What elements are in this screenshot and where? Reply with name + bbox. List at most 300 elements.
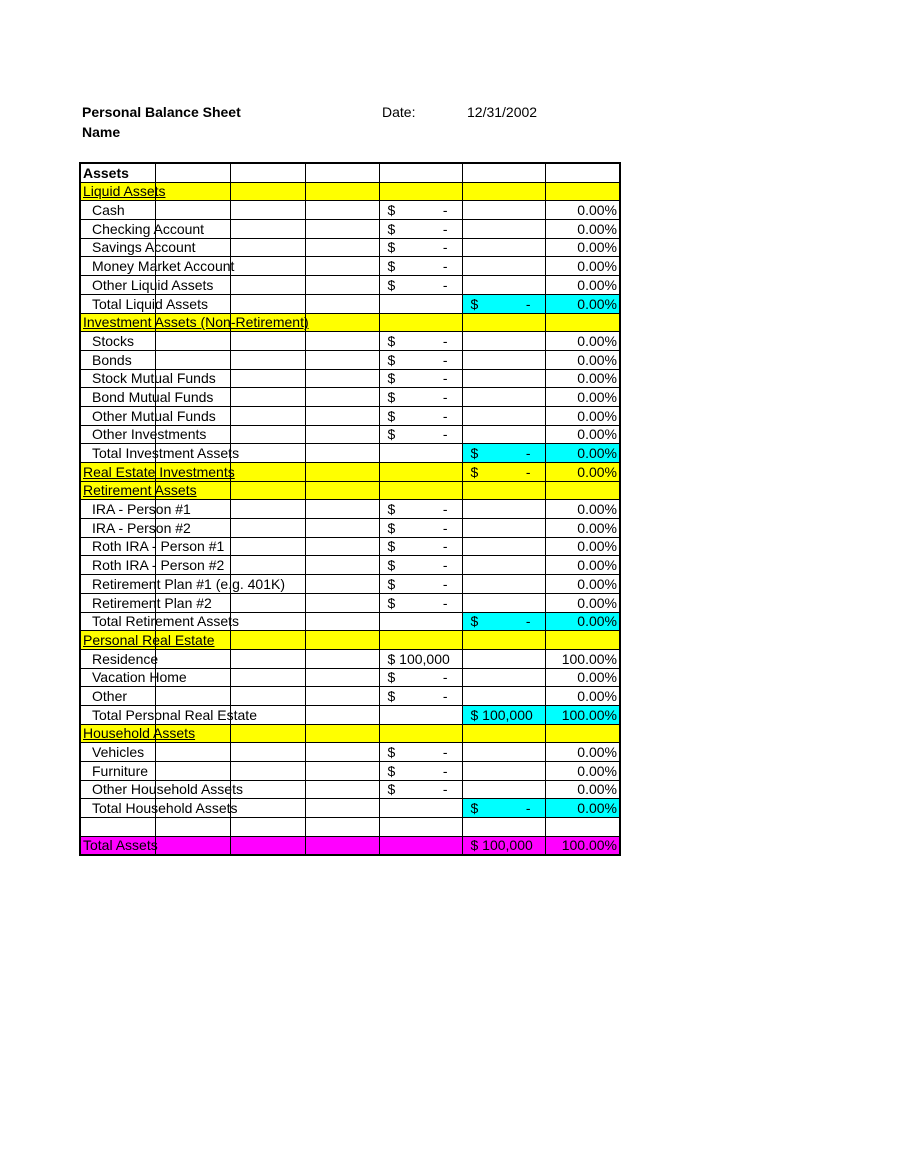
amount-value: - [525,463,531,480]
percent-cell[interactable] [545,276,620,295]
percent-cell[interactable] [545,556,620,575]
row-label: Retirement Plan #2 [92,594,212,611]
percent-value: 0.00% [577,239,617,256]
empty-cell[interactable] [379,836,462,855]
amount-cell[interactable] [379,593,462,612]
empty-cell[interactable] [462,182,545,201]
empty-cell[interactable] [230,519,305,538]
row-label-cell[interactable] [80,238,196,257]
percent-cell[interactable] [545,369,620,388]
empty-cell[interactable] [462,762,545,781]
empty-cell[interactable] [545,818,620,837]
empty-cell[interactable] [230,332,305,351]
amount-value: - [442,669,448,686]
empty-cell[interactable] [305,724,379,743]
empty-cell[interactable] [462,163,545,182]
empty-cell[interactable] [305,836,379,855]
row-label-cell[interactable] [80,519,191,538]
empty-cell[interactable] [305,649,379,668]
row-label-cell[interactable] [80,556,225,575]
empty-cell[interactable] [462,500,545,519]
empty-cell[interactable] [305,220,379,239]
balance-sheet-table [79,162,621,856]
empty-cell[interactable] [462,743,545,762]
empty-cell[interactable] [230,668,305,687]
row-label: Furniture [92,762,149,779]
empty-cell[interactable] [462,369,545,388]
percent-cell[interactable] [545,201,620,220]
percent-cell[interactable] [545,388,620,407]
table-row [80,201,620,220]
percent-cell[interactable] [545,350,620,369]
empty-cell[interactable] [230,593,305,612]
empty-cell[interactable] [462,724,545,743]
empty-cell[interactable] [379,724,462,743]
empty-cell[interactable] [155,649,230,668]
empty-cell[interactable] [230,369,305,388]
amount-cell[interactable] [379,425,462,444]
amount-cell[interactable] [379,388,462,407]
percent-cell[interactable] [545,406,620,425]
empty-cell[interactable] [155,163,230,182]
amount-cell[interactable] [379,780,462,799]
empty-cell[interactable] [462,631,545,650]
empty-cell[interactable] [379,705,462,724]
empty-cell[interactable] [305,257,379,276]
row-label-cell[interactable] [80,687,155,706]
empty-cell[interactable] [230,350,305,369]
amount-cell[interactable] [379,406,462,425]
row-label-cell[interactable] [80,182,166,201]
empty-cell[interactable] [462,687,545,706]
empty-cell[interactable] [305,481,379,500]
percent-cell[interactable] [545,463,620,482]
row-label-cell[interactable] [80,257,235,276]
empty-cell[interactable] [230,201,305,220]
amount-cell[interactable] [462,612,545,631]
empty-cell[interactable] [230,556,305,575]
empty-cell[interactable] [305,425,379,444]
empty-cell[interactable] [379,463,462,482]
empty-cell[interactable] [230,481,305,500]
percent-cell[interactable] [545,444,620,463]
blank-row [80,818,620,837]
empty-cell[interactable] [545,631,620,650]
amount-cell[interactable] [379,762,462,781]
subtotal-row [80,705,620,724]
table-row [80,556,620,575]
section-heading-row [80,724,620,743]
percent-cell[interactable] [545,705,620,724]
amount-cell[interactable] [379,519,462,538]
row-label-cell[interactable] [80,705,257,724]
amount-cell[interactable] [379,649,462,668]
row-label-cell[interactable] [80,350,155,369]
empty-cell[interactable] [305,762,379,781]
empty-cell[interactable] [462,575,545,594]
row-label-cell[interactable] [80,668,187,687]
currency-symbol: $ [387,687,396,704]
row-label-cell[interactable] [80,201,155,220]
empty-cell[interactable] [462,780,545,799]
percent-value: 0.00% [577,781,617,798]
empty-cell[interactable] [230,836,305,855]
empty-cell[interactable] [462,668,545,687]
empty-cell[interactable] [305,818,379,837]
empty-cell[interactable] [305,743,379,762]
row-label-cell[interactable] [80,724,196,743]
row-label-cell[interactable] [80,313,309,332]
date-value[interactable]: 12/31/2002 [467,104,538,120]
empty-cell[interactable] [379,444,462,463]
row-label-cell[interactable] [80,388,214,407]
empty-cell[interactable] [230,294,305,313]
date-label: Date: [382,104,416,120]
empty-cell[interactable] [462,649,545,668]
row-label: Other Household Assets [92,781,243,798]
percent-cell[interactable] [545,799,620,818]
row-label-cell[interactable] [80,799,238,818]
real-estate-investments-row [80,463,620,482]
amount-value: - [442,501,448,518]
percent-cell[interactable] [545,762,620,781]
amount-cell[interactable] [462,836,545,855]
empty-cell[interactable] [230,238,305,257]
empty-cell[interactable] [462,350,545,369]
amount-cell[interactable] [379,238,462,257]
empty-cell[interactable] [230,163,305,182]
amount-cell[interactable] [462,463,545,482]
empty-cell[interactable] [305,163,379,182]
empty-cell[interactable] [155,762,230,781]
empty-cell[interactable] [305,519,379,538]
empty-cell[interactable] [230,276,305,295]
empty-cell[interactable] [305,593,379,612]
empty-cell[interactable] [462,276,545,295]
empty-cell[interactable] [379,612,462,631]
row-label: Vacation Home [92,669,187,686]
empty-cell[interactable] [462,425,545,444]
row-label: Other Investments [92,426,207,443]
empty-cell[interactable] [230,724,305,743]
amount-value: - [442,762,448,779]
empty-cell[interactable] [379,313,462,332]
percent-cell[interactable] [545,294,620,313]
row-label-cell[interactable] [80,836,158,855]
empty-cell[interactable] [230,444,305,463]
row-label: Cash [92,202,125,219]
empty-cell[interactable] [305,294,379,313]
amount-value: - [525,295,531,312]
row-label-cell[interactable] [80,163,155,182]
percent-value: 0.00% [577,575,617,592]
empty-cell[interactable] [305,668,379,687]
row-label: Checking Account [92,220,205,237]
empty-cell[interactable] [155,687,230,706]
empty-cell[interactable] [462,238,545,257]
amount-cell[interactable] [379,350,462,369]
percent-cell[interactable] [545,687,620,706]
empty-cell[interactable] [305,276,379,295]
empty-cell[interactable] [462,388,545,407]
row-label-cell[interactable] [80,463,235,482]
row-label-cell[interactable] [80,631,215,650]
currency-symbol: $ [387,669,396,686]
percent-value: 0.00% [577,463,617,480]
table-row [80,332,620,351]
amount-cell[interactable] [379,556,462,575]
percent-cell[interactable] [545,332,620,351]
empty-cell[interactable] [305,687,379,706]
row-label-cell[interactable] [80,220,205,239]
row-label-cell[interactable] [80,537,225,556]
currency-symbol: $ [387,426,396,443]
row-label-cell[interactable] [80,575,285,594]
amount-cell[interactable] [379,500,462,519]
currency-symbol: $ [387,370,396,387]
row-label-cell[interactable] [80,425,207,444]
percent-cell[interactable] [545,500,620,519]
empty-cell[interactable] [379,163,462,182]
empty-cell[interactable] [462,593,545,612]
empty-cell[interactable] [305,537,379,556]
amount-cell[interactable] [379,201,462,220]
empty-cell[interactable] [379,799,462,818]
empty-cell[interactable] [305,799,379,818]
empty-cell[interactable] [305,182,379,201]
amount-value: - [442,258,448,275]
amount-cell[interactable] [379,220,462,239]
empty-cell[interactable] [462,537,545,556]
empty-cell[interactable] [155,743,230,762]
empty-cell[interactable] [305,444,379,463]
amount-cell[interactable] [379,257,462,276]
table-row [80,575,620,594]
row-label: Roth IRA - Person #1 [92,538,225,555]
amount-cell[interactable] [379,369,462,388]
row-label-cell[interactable] [80,294,208,313]
percent-cell[interactable] [545,649,620,668]
row-label-cell[interactable] [80,332,155,351]
empty-cell[interactable] [230,687,305,706]
empty-cell[interactable] [379,294,462,313]
empty-cell[interactable] [305,556,379,575]
empty-cell[interactable] [305,388,379,407]
section-heading-row [80,481,620,500]
amount-value: - [442,388,448,405]
empty-cell[interactable] [462,332,545,351]
empty-cell[interactable] [462,519,545,538]
row-label: Total Assets [83,837,158,854]
empty-cell[interactable] [305,500,379,519]
empty-cell[interactable] [305,406,379,425]
currency-symbol: $ [387,351,396,368]
amount-cell[interactable] [379,687,462,706]
empty-cell[interactable] [379,182,462,201]
row-label-cell[interactable] [80,762,155,781]
percent-cell[interactable] [545,519,620,538]
row-label: Bonds [92,351,132,368]
row-label-cell[interactable] [80,780,243,799]
empty-cell[interactable] [230,537,305,556]
table-row [80,406,620,425]
amount-value: $ 100,000 [470,706,533,723]
percent-cell[interactable] [545,780,620,799]
percent-value: 100.00% [561,837,617,854]
empty-cell[interactable] [379,818,462,837]
amount-value: - [442,744,448,760]
row-label: Other Liquid Assets [92,276,214,293]
row-label-cell[interactable] [80,406,216,425]
empty-cell[interactable] [155,818,230,837]
row-label-cell[interactable] [80,276,214,295]
percent-cell[interactable] [545,593,620,612]
currency-symbol: $ [470,295,479,312]
table-row [80,649,620,668]
row-label-cell[interactable] [80,369,216,388]
row-label-cell[interactable] [80,500,191,519]
amount-cell[interactable] [379,668,462,687]
amount-cell[interactable] [462,444,545,463]
empty-cell[interactable] [230,182,305,201]
row-label-cell[interactable] [80,593,212,612]
percent-value: 0.00% [577,258,617,275]
table-row [80,743,620,762]
empty-cell[interactable] [230,406,305,425]
subtotal-row [80,444,620,463]
empty-cell[interactable] [545,724,620,743]
currency-symbol: $ [387,519,396,536]
empty-cell[interactable] [379,631,462,650]
empty-cell[interactable] [305,332,379,351]
empty-cell[interactable] [230,500,305,519]
empty-cell[interactable] [462,556,545,575]
empty-cell[interactable] [305,201,379,220]
empty-cell[interactable] [230,257,305,276]
empty-cell[interactable] [155,332,230,351]
empty-cell[interactable] [155,182,230,201]
empty-cell[interactable] [462,818,545,837]
row-label: Total Household Assets [92,800,238,817]
percent-cell[interactable] [545,612,620,631]
currency-symbol: $ [387,575,396,592]
empty-cell[interactable] [305,631,379,650]
amount-value: - [525,800,531,817]
percent-cell[interactable] [545,220,620,239]
percent-cell[interactable] [545,238,620,257]
percent-value: 0.00% [577,762,617,779]
row-label-cell[interactable] [80,649,159,668]
empty-cell[interactable] [230,631,305,650]
empty-cell[interactable] [305,463,379,482]
empty-cell[interactable] [305,238,379,257]
percent-value: 0.00% [577,220,617,237]
empty-cell[interactable] [305,575,379,594]
empty-cell[interactable] [230,388,305,407]
empty-cell[interactable] [462,481,545,500]
row-label-cell[interactable] [80,612,240,631]
row-label-cell[interactable] [80,481,197,500]
row-label-cell[interactable] [80,444,240,463]
empty-cell[interactable] [305,313,379,332]
empty-cell[interactable] [155,836,230,855]
percent-cell[interactable] [545,836,620,855]
section-heading-row [80,631,620,650]
table-row [80,762,620,781]
row-label: Real Estate Investments [83,463,235,480]
row-label: Liquid Assets [83,183,166,200]
percent-value: 100.00% [561,706,617,723]
percent-cell[interactable] [545,425,620,444]
row-label-cell[interactable] [80,743,155,762]
amount-cell[interactable] [462,799,545,818]
empty-cell[interactable] [230,743,305,762]
empty-cell[interactable] [462,313,545,332]
table-row [80,687,620,706]
empty-cell[interactable] [230,762,305,781]
currency-symbol: $ [387,239,396,256]
empty-cell[interactable] [305,705,379,724]
empty-cell[interactable] [305,350,379,369]
empty-cell[interactable] [230,818,305,837]
empty-cell[interactable] [230,799,305,818]
percent-value: 0.00% [577,370,617,387]
empty-cell[interactable] [462,201,545,220]
percent-cell[interactable] [545,743,620,762]
empty-cell[interactable] [379,481,462,500]
empty-cell[interactable] [545,163,620,182]
currency-symbol: $ [387,258,396,275]
empty-cell[interactable] [462,257,545,276]
table-row [80,593,620,612]
amount-cell[interactable] [379,743,462,762]
empty-cell[interactable] [462,406,545,425]
percent-value: 0.00% [577,351,617,368]
empty-cell[interactable] [462,220,545,239]
empty-cell[interactable] [230,463,305,482]
amount-cell[interactable] [462,294,545,313]
percent-cell[interactable] [545,668,620,687]
empty-cell[interactable] [230,425,305,444]
amount-cell[interactable] [379,537,462,556]
percent-cell[interactable] [545,257,620,276]
amount-cell[interactable] [379,332,462,351]
percent-value: 0.00% [577,388,617,405]
empty-cell[interactable] [545,182,620,201]
empty-cell[interactable] [80,818,155,837]
percent-cell[interactable] [545,575,620,594]
table-row [80,220,620,239]
name-label: Name [82,124,121,140]
empty-cell[interactable] [545,313,620,332]
row-label: Retirement Plan #1 (e.g. 401K) [92,575,285,592]
empty-cell[interactable] [230,220,305,239]
empty-cell[interactable] [155,350,230,369]
empty-cell[interactable] [305,612,379,631]
empty-cell[interactable] [545,481,620,500]
section-heading-row [80,182,620,201]
amount-cell[interactable] [379,276,462,295]
empty-cell[interactable] [230,649,305,668]
percent-value: 0.00% [577,669,617,686]
empty-cell[interactable] [230,612,305,631]
empty-cell[interactable] [305,780,379,799]
amount-cell[interactable] [462,705,545,724]
empty-cell[interactable] [155,201,230,220]
empty-cell[interactable] [305,369,379,388]
amount-cell[interactable] [379,575,462,594]
percent-cell[interactable] [545,537,620,556]
